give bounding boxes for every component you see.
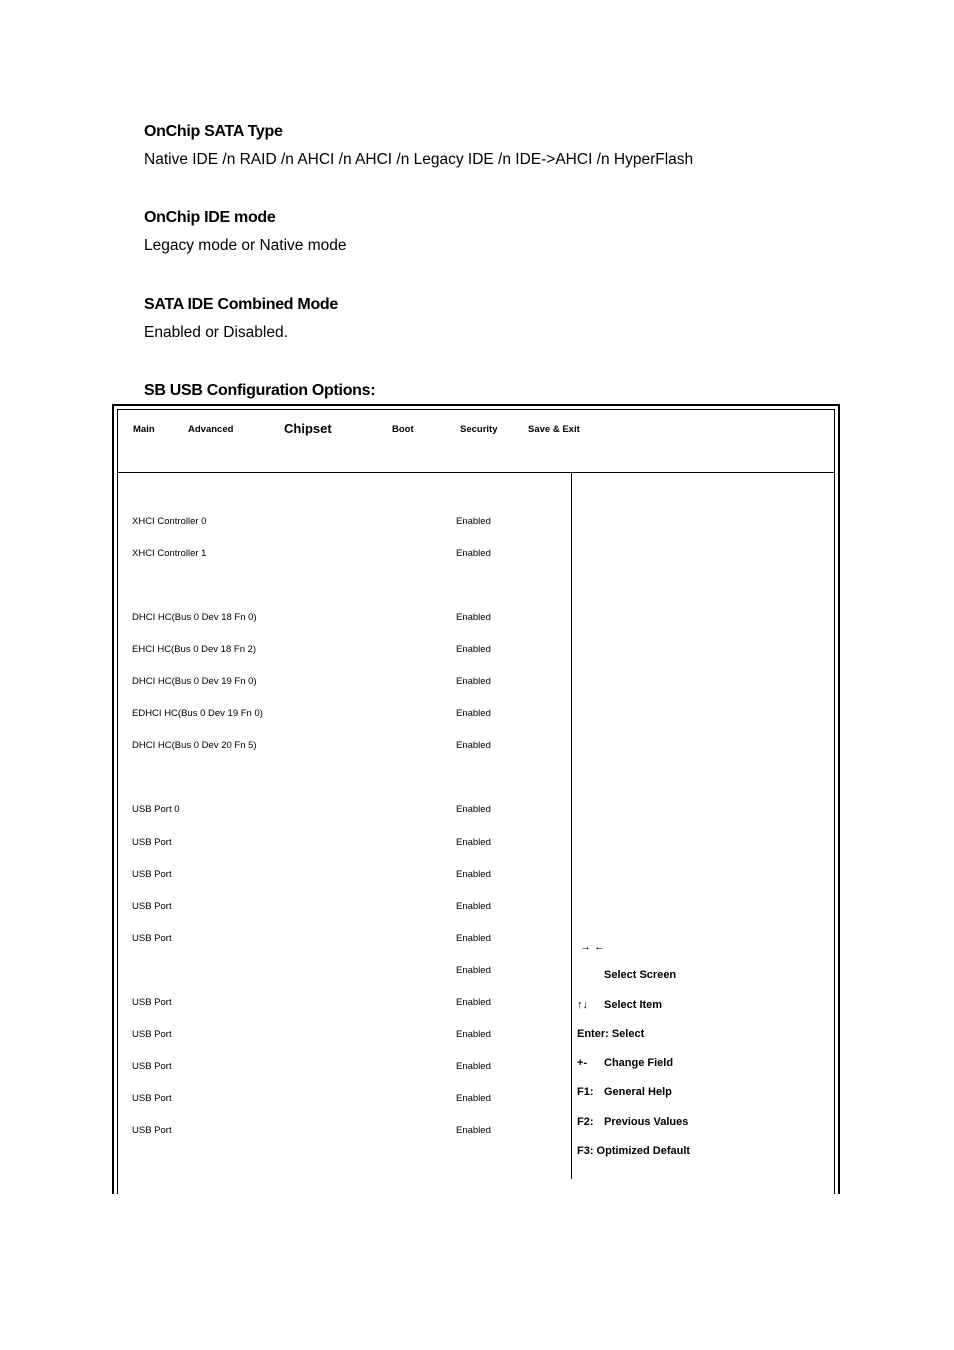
setting-value-xhci-0[interactable]: Enabled — [456, 516, 491, 527]
setting-label-xhci-0[interactable]: XHCI Controller 0 — [132, 516, 207, 527]
tab-advanced[interactable]: Advanced — [188, 424, 234, 435]
setting-value-usb-port-0[interactable]: Enabled — [456, 804, 491, 815]
section-text-sata-ide-combined: Enabled or Disabled. — [144, 324, 288, 341]
setting-value-usb-port[interactable]: Enabled — [456, 901, 491, 912]
setting-label-usb-port[interactable]: USB Port — [132, 869, 172, 880]
tab-security[interactable]: Security — [460, 424, 498, 435]
setting-label-ehci-18-2[interactable]: EHCI HC(Bus 0 Dev 18 Fn 2) — [132, 644, 257, 655]
help-f1-key: F1: — [577, 1086, 594, 1098]
help-general-help: General Help — [604, 1086, 672, 1098]
setting-label-usb-port-0[interactable]: USB Port 0 — [132, 804, 180, 815]
tab-main[interactable]: Main — [133, 424, 155, 435]
up-down-arrows-icon: ↑↓ — [577, 999, 588, 1011]
help-previous-values: Previous Values — [604, 1116, 689, 1128]
help-select-screen: Select Screen — [604, 969, 677, 981]
help-plus-minus-key: +- — [577, 1057, 588, 1069]
setting-label-usb-port[interactable]: USB Port — [132, 1093, 172, 1104]
help-f2-key: F2: — [577, 1116, 594, 1128]
setting-value-usb-port[interactable]: Enabled — [456, 1061, 491, 1072]
setting-label-usb-port[interactable]: USB Port — [132, 837, 172, 848]
setting-label-ehci-19-0[interactable]: EDHCI HC(Bus 0 Dev 19 Fn 0) — [132, 708, 263, 719]
tab-boot[interactable]: Boot — [392, 424, 414, 435]
tab-save-exit[interactable]: Save & Exit — [528, 424, 580, 435]
setting-value-usb-port[interactable]: Enabled — [456, 837, 491, 848]
setting-value-usb-port[interactable]: Enabled — [456, 1093, 491, 1104]
section-text-onchip-sata-type: Native IDE /n RAID /n AHCI /n AHCI /n Legacy IDE /n IDE->AHCI /n HyperFlash — [144, 151, 694, 168]
setting-label-ohci-19-0[interactable]: DHCI HC(Bus 0 Dev 19 Fn 0) — [132, 676, 257, 687]
setting-value-usb-port[interactable]: Enabled — [456, 1125, 491, 1136]
section-title-onchip-ide-mode: OnChip IDE mode — [144, 209, 276, 226]
section-title-sata-ide-combined: SATA IDE Combined Mode — [144, 296, 338, 313]
setting-label-usb-port[interactable]: USB Port — [132, 1029, 172, 1040]
setting-label-usb-port[interactable]: USB Port — [132, 997, 172, 1008]
help-enter-select: Enter: Select — [577, 1028, 645, 1040]
setting-label-ohci-18-0[interactable]: DHCI HC(Bus 0 Dev 18 Fn 0) — [132, 612, 257, 623]
setting-value-ehci-19-0[interactable]: Enabled — [456, 708, 491, 719]
bios-header-divider — [117, 472, 835, 473]
section-text-onchip-ide-mode: Legacy mode or Native mode — [144, 237, 347, 254]
setting-value-ohci-18-0[interactable]: Enabled — [456, 612, 491, 623]
setting-value-ohci-19-0[interactable]: Enabled — [456, 676, 491, 687]
setting-value-xhci-1[interactable]: Enabled — [456, 548, 491, 559]
setting-label-usb-port[interactable]: USB Port — [132, 1125, 172, 1136]
setting-value-unlabeled[interactable]: Enabled — [456, 965, 491, 976]
section-title-onchip-sata-type: OnChip SATA Type — [144, 123, 283, 140]
setting-value-usb-port[interactable]: Enabled — [456, 869, 491, 880]
section-title-sb-usb-config: SB USB Configuration Options: — [144, 382, 376, 399]
setting-label-ohci-20-5[interactable]: DHCI HC(Bus 0 Dev 20 Fn 5) — [132, 740, 257, 751]
setting-value-usb-port[interactable]: Enabled — [456, 933, 491, 944]
help-f3-optimized-default: F3: Optimized Default — [577, 1145, 691, 1157]
setting-value-ohci-20-5[interactable]: Enabled — [456, 740, 491, 751]
bios-column-divider — [571, 473, 572, 1179]
left-right-arrows-icon: → ← — [580, 941, 606, 953]
setting-label-usb-port[interactable]: USB Port — [132, 933, 172, 944]
help-select-item: Select Item — [604, 999, 663, 1011]
setting-value-usb-port[interactable]: Enabled — [456, 997, 491, 1008]
setting-label-usb-port[interactable]: USB Port — [132, 901, 172, 912]
setting-value-usb-port[interactable]: Enabled — [456, 1029, 491, 1040]
help-change-field: Change Field — [604, 1057, 674, 1069]
setting-value-ehci-18-2[interactable]: Enabled — [456, 644, 491, 655]
tab-chipset[interactable]: Chipset — [284, 421, 332, 436]
setting-label-usb-port[interactable]: USB Port — [132, 1061, 172, 1072]
setting-label-xhci-1[interactable]: XHCI Controller 1 — [132, 548, 207, 559]
